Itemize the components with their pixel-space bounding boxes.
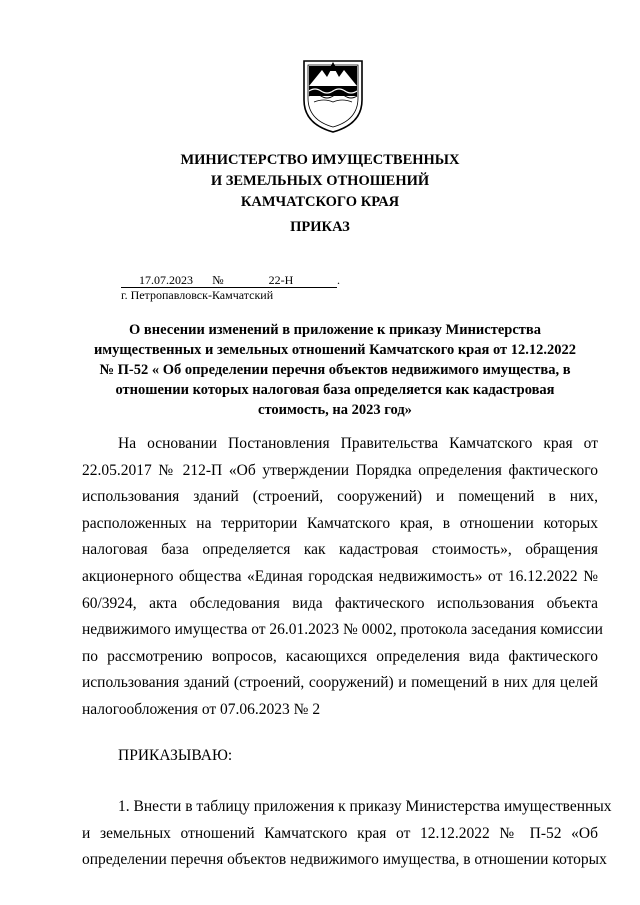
subject-line-2: имущественных и земельных отношений Камчатского края от 12.12.2022 xyxy=(93,342,577,358)
ministry-line-3: КАМЧАТСКОГО КРАЯ xyxy=(240,194,400,210)
basis-paragraph xyxy=(82,431,603,724)
subject-line-5: стоимость, на 2023 год» xyxy=(258,402,412,418)
basis-line: налогообложения от 07.06.2023 № 2 xyxy=(82,700,321,718)
subject-line-1: О внесении изменений в приложение к приказу Министерства xyxy=(129,322,541,338)
ministry-line-1: МИНИСТЕРСТВО ИМУЩЕСТВЕННЫХ xyxy=(180,152,460,168)
basis-line: налоговая база определяется как кадастровая стоимость», обращения xyxy=(82,541,598,559)
date-number-line: 17.07.2023 № 22-Н . xyxy=(121,273,340,288)
order-date: 17.07.2023 xyxy=(121,273,211,288)
order-subject xyxy=(82,320,588,420)
basis-line: 22.05.2017 № 212-П «Об утверждении Порядка определения фактического xyxy=(82,461,598,479)
kamchatka-coat-of-arms-icon xyxy=(300,58,366,134)
order-number: 22-Н xyxy=(225,273,337,288)
ministry-line-2: И ЗЕМЕЛЬНЫХ ОТНОШЕНИЙ xyxy=(210,173,430,189)
basis-line: На основании Постановления Правительства Камчатского края от xyxy=(118,435,598,452)
basis-line: по рассмотрению вопросов, касающихся определения вида фактического xyxy=(82,647,598,665)
basis-line: использования зданий (строений, сооружений) и помещений в них, xyxy=(82,488,598,506)
subject-line-4: отношении которых налоговая база определяется как кадастровая xyxy=(115,382,555,398)
basis-line: недвижимого имущества от 26.01.2023 № 0002, протокола заседания комиссии xyxy=(82,621,603,639)
item-line: и земельных отношений Камчатского края от 12.12.2022 № П-52 «Об xyxy=(82,824,598,842)
item-1-paragraph xyxy=(82,794,612,874)
number-sign: № xyxy=(212,273,224,287)
orders-word: ПРИКАЗЫВАЮ: xyxy=(118,747,233,764)
item-line: 1. Внести в таблицу приложения к приказу Министерства имущественных xyxy=(118,798,612,815)
basis-line: 60/3924, акта обследования вида фактического использования объекта xyxy=(82,594,598,612)
basis-line: использования зданий (строений, сооружений) и помещений в них для целей xyxy=(82,674,598,692)
city: г. Петропавловск-Камчатский xyxy=(121,288,274,302)
basis-line: расположенных на территории Камчатского края, в отношении которых xyxy=(82,514,598,532)
basis-line: акционерного общества «Единая городская недвижимость» от 16.12.2022 № xyxy=(82,567,598,585)
ministry-name xyxy=(0,150,640,213)
item-line: определении перечня объектов недвижимого имущества, в отношении которых xyxy=(82,851,607,869)
document-type: ПРИКАЗ xyxy=(290,219,350,235)
subject-line-3: № П-52 « Об определении перечня объектов недвижимого имущества, в xyxy=(99,362,571,378)
